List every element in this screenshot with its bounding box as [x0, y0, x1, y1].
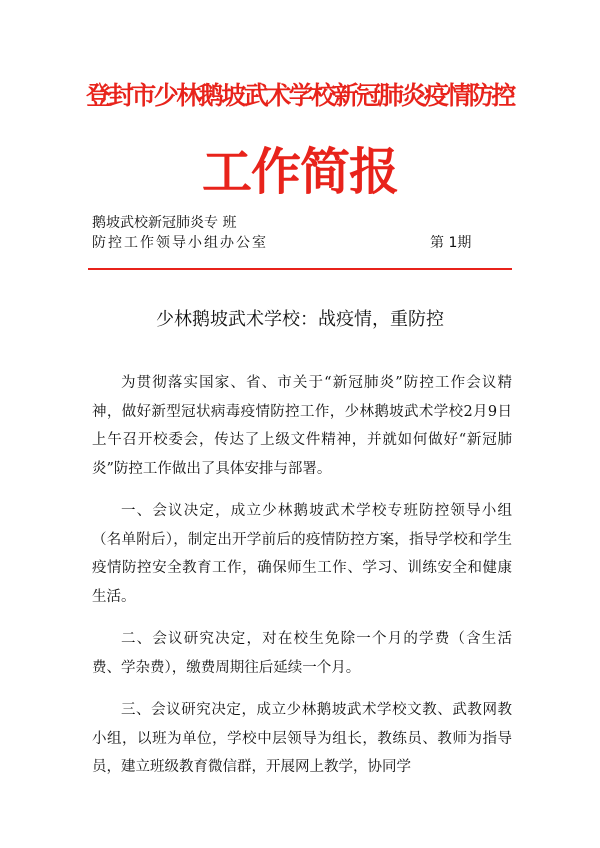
issuer-line-2: 防控工作领导小组办公室 [92, 235, 268, 251]
article-body [92, 369, 512, 796]
issuer-line-1: 鹅坡武校新冠肺炎专 班 [92, 215, 237, 231]
article-title: 少林鹅坡武术学校：战疫情，重防控 [156, 309, 444, 330]
paragraph-item-2: 二、会议研究决定，对在校生免除一个月的学费（含生活费、学杂费），缴费周期往后延续一个月。 [92, 631, 512, 676]
paragraph-item-3: 三、会议研究决定，成立少林鹅坡武术学校文教、武教网教小组，以班为单位，学校中层领导为组长，教练员、教师为指导员，建立班级教育微信群，开展网上教学，协同学 [92, 702, 512, 775]
issue-number: 第 1期 [430, 235, 472, 251]
masthead-title: 登封市少林鹅坡武术学校新冠肺炎疫情防控 [86, 81, 514, 110]
red-divider [88, 268, 512, 270]
paragraph-item-1: 一、会议决定，成立少林鹅坡武术学校专班防控领导小组（名单附后），制定出开学前后的疫情防控方案，指导学校和学生疫情防控安全教育工作，确保师生工作、学习、训练安全和健康生活。 [92, 503, 512, 605]
paragraph-intro: 为贯彻落实国家、省、市关于“新冠肺炎”防控工作会议精神，做好新型冠状病毒疫情防控工作，少林鹅坡武术学校2月9日上午召开校委会，传达了上级文件精神，并就如何做好“新冠肺炎”防控工作做出了具体安排与部署。 [92, 375, 512, 477]
masthead-subtitle: 工作简报 [202, 143, 398, 201]
